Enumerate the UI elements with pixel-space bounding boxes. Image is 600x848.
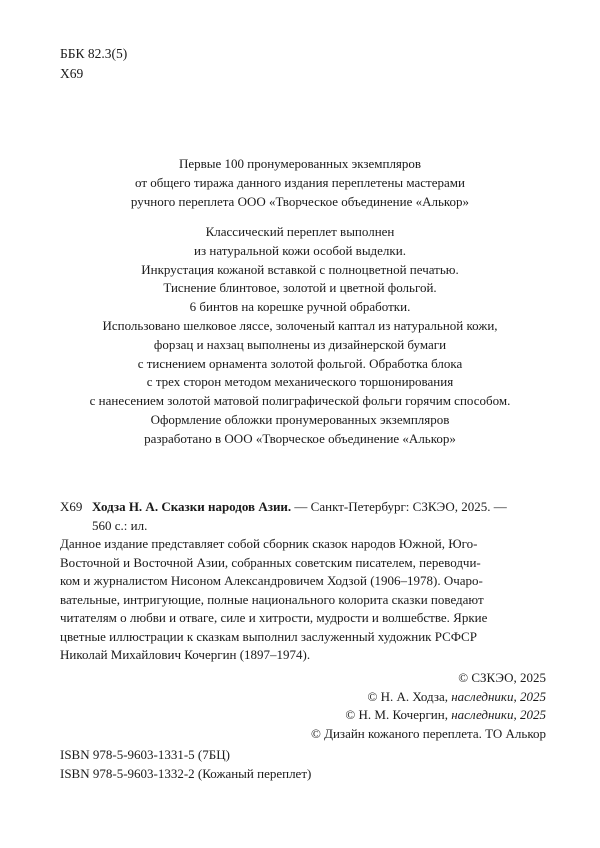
binding-line: разработано в ООО «Творческое объединение «Алькор» — [144, 430, 456, 446]
copyright-holder: Дизайн кожаного переплета. ТО Алькор — [324, 725, 546, 741]
binding-line: с нанесением золотой матовой полиграфической фольги горячим способом. — [89, 393, 511, 409]
bbk-code: ББК 82.3(5) — [60, 46, 128, 61]
copyright-suffix: наследники, 2025 — [447, 688, 546, 704]
annotation-line: ком и журналистом Нисоном Александровичем Ходзой (1906–1978). Очаро- — [60, 573, 483, 588]
limited-edition-line: Первые 100 пронумерованных экземпляров — [178, 156, 422, 171]
isbn-line: ISBN 978-5-9603-1332-2 (Кожаный переплет) — [60, 765, 312, 781]
bbk-block — [60, 44, 127, 84]
annotation-line: читателям о любви и отваге, силе и хитрости, мудрости и волшебстве. Яркие — [60, 610, 488, 625]
copyright-line — [311, 725, 546, 744]
annotation-line: Данное издание представляет собой сборник сказок народов Южной, Юго- — [60, 536, 478, 551]
catalog-entry — [60, 498, 546, 665]
binding-line: Классический переплет выполнен — [205, 224, 395, 239]
annotation-line: Восточной и Восточной Азии, собранных советским писателем, переводчи- — [60, 554, 481, 570]
copyright-line — [311, 688, 546, 707]
binding-line: с тиснением орнамента золотой фольгой. Обработка блока — [137, 355, 463, 371]
binding-line: Инкрустация кожаной вставкой с полноцветной печатью. — [141, 261, 459, 277]
copyright-sign: © — [345, 707, 359, 722]
publication-info: — Санкт-Петербург: СЗКЭО, 2025. — — [291, 499, 507, 514]
copyright-line — [311, 669, 546, 688]
copyright-sign: © — [310, 725, 325, 741]
annotation-line: Николай Михайлович Кочергин (1897–1974). — [60, 647, 311, 662]
catalog-code: Х69 — [60, 499, 83, 514]
annotation — [60, 535, 546, 665]
binding-line: Оформление обложки пронумерованных экземпляров — [150, 411, 450, 427]
book-title: Ходза Н. А. Сказки народов Азии. — [92, 499, 292, 514]
copyright-block — [311, 669, 546, 743]
copyright-line — [311, 706, 546, 725]
copyright-holder: Н. М. Кочергин, — [358, 707, 448, 722]
isbn-block — [60, 746, 311, 783]
limited-edition-line: ручного переплета ООО «Творческое объединение «Алькор» — [130, 193, 470, 209]
copyright-holder: СЗКЭО, 2025 — [471, 670, 546, 685]
isbn-line: ISBN 978-5-9603-1331-5 (7БЦ) — [60, 747, 230, 762]
copyright-sign: © — [367, 688, 381, 704]
copyright-sign: © — [458, 670, 472, 685]
binding-line: форзац и нахзац выполнены из дизайнерской бумаги — [153, 336, 447, 352]
binding-line: Тиснение блинтовое, золотой и цветной фольгой. — [163, 280, 437, 296]
catalog-heading — [92, 498, 546, 517]
limited-edition-note — [40, 155, 560, 211]
limited-edition-line: от общего тиража данного издания переплетены мастерами — [135, 174, 465, 190]
author-mark: Х69 — [60, 66, 84, 81]
binding-line: Использовано шелковое ляссе, золоченый каптал из натуральной кожи, — [102, 317, 498, 333]
binding-line: с трех сторон методом механического торшонирования — [146, 374, 454, 390]
annotation-line: вательные, интригующие, полные национального колорита сказки поведают — [60, 591, 484, 607]
binding-description — [40, 223, 560, 449]
copyright-holder: Н. А. Ходза, — [380, 688, 448, 704]
annotation-line: цветные иллюстрации к сказкам выполнил заслуженный художник РСФСР — [60, 628, 477, 644]
copyright-suffix: наследники, 2025 — [447, 707, 546, 722]
binding-line: 6 бинтов на корешке ручной обработки. — [189, 299, 411, 315]
binding-line: из натуральной кожи особой выделки. — [194, 242, 406, 258]
page-count: 560 с.: ил. — [92, 517, 148, 533]
